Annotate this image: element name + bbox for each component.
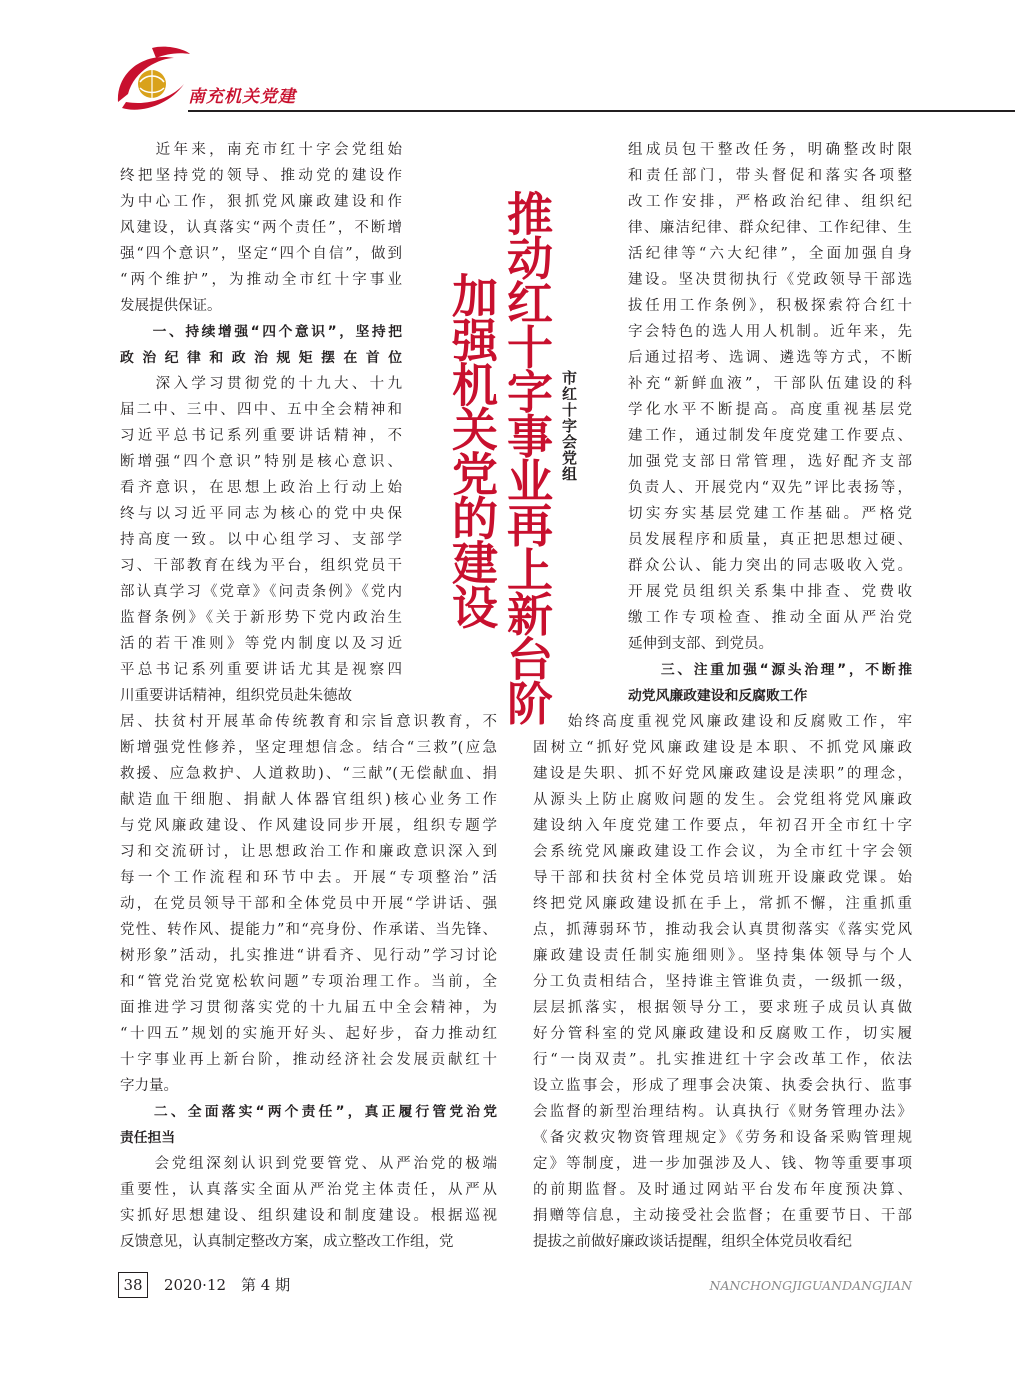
- body-text-line: 会党组深刻认识到党要管党、从严治党的极端: [120, 1156, 497, 1172]
- body-text-line: “十四五”规划的实施开好头、起好步，奋力推动红: [120, 1026, 497, 1042]
- body-text-line: 拔任用工作条例》，积极探索符合红十: [628, 298, 912, 314]
- body-text-line: 部认真学习《党章》《问责条例》《党内: [120, 584, 402, 600]
- body-text-line: 川重要讲话精神，组织党员赴朱德故: [120, 688, 352, 704]
- body-text-line: 定》等制度，进一步加强涉及人、钱、物等重要事项: [533, 1156, 912, 1172]
- body-text-line: 建设是失职、抓不好党风廉政建设是渎职”的理念，: [533, 766, 912, 782]
- body-text-line: 断增强“四个意识”特别是核心意识、: [120, 454, 402, 470]
- body-text-line: 终把党风廉政建设抓在手上，常抓不懈，注重抓重: [533, 896, 912, 912]
- body-text-line: 居、扶贫村开展革命传统教育和宗旨意识教育，不: [120, 714, 497, 730]
- body-text-line: 深入学习贯彻党的十九大、十九: [120, 376, 402, 392]
- body-text-line: 习近平总书记系列重要讲话精神，不: [120, 428, 402, 444]
- body-text-line: 延伸到支部、到党员。: [628, 636, 773, 652]
- body-text-line: 风建设，认真落实“两个责任”，不断增: [120, 220, 402, 236]
- body-text-line: 十字事业再上新台阶，推动经济社会发展贡献红十: [120, 1052, 497, 1068]
- body-text-line: 会监督的新型治理结构。认真执行《财务管理办法》: [533, 1104, 912, 1120]
- body-text-line: 员发展程序和质量，真正把思想过硬、: [628, 532, 912, 548]
- body-text-line: 组成员包干整改任务，明确整改时限: [628, 142, 912, 158]
- body-text-line: 缴工作专项检查、推动全面从严治党: [628, 610, 912, 626]
- body-text-line: 动，在党员领导干部和全体党员中开展“学讲话、强: [120, 896, 497, 912]
- body-text-line: 切实夯实基层党建工作基础。严格党: [628, 506, 912, 522]
- body-text-line: 点，抓薄弱环节，推动我会认真贯彻落实《落实党风: [533, 922, 912, 938]
- body-text-line: 终与以习近平同志为核心的党中央保: [120, 506, 402, 522]
- body-text-line: 会系统党风廉政建设工作会议，为全市红十字会领: [533, 844, 912, 860]
- article-title-line-1: 推动红十字事业再上新台阶: [500, 190, 554, 724]
- magazine-name: 南充机关党建: [188, 87, 296, 107]
- section-heading-line: 三、注重加强“源头治理”，不断推: [628, 662, 912, 678]
- body-text-line: 改工作安排，严格政治纪律、组织纪: [628, 194, 912, 210]
- body-text-line: 强“四个意识”，坚定“四个自信”，做到: [120, 246, 402, 262]
- section-heading-line: 二、全面落实“两个责任”，真正履行管党治党: [120, 1104, 497, 1120]
- body-text-line: 后通过招考、选调、遴选等方式，不断: [628, 350, 912, 366]
- body-text-line: 字力量。: [120, 1078, 178, 1094]
- body-text-line: 发展提供保证。: [120, 298, 222, 314]
- body-text-line: 看齐意识，在思想上政治上行动上始: [120, 480, 402, 496]
- page-number: 38: [118, 1272, 148, 1298]
- body-text-line: 平总书记系列重要讲话尤其是视察四: [120, 662, 402, 678]
- body-text-line: 设立监事会，形成了理事会决策、执委会执行、监事: [533, 1078, 912, 1094]
- body-text-line: 监督条例》《关于新形势下党内政治生: [120, 610, 402, 626]
- body-text-line: 习、干部教育在线为平台，组织党员干: [120, 558, 402, 574]
- header-rule: [188, 110, 1015, 112]
- body-text-line: 与党风廉政建设、作风建设同步开展，组织专题学: [120, 818, 497, 834]
- body-text-line: 好分管科室的党风廉政建设和反腐败工作，切实履: [533, 1026, 912, 1042]
- column-left-bottom: [120, 710, 497, 1256]
- body-text-line: 断增强党性修养，坚定理想信念。结合“三救”(应急: [120, 740, 497, 756]
- body-text-line: 持高度一致。以中心组学习、支部学: [120, 532, 402, 548]
- body-text-line: 层层抓落实，根据领导分工，要求班子成员认真做: [533, 1000, 912, 1016]
- body-text-line: 分工负责相结合，坚持谁主管谁负责，一级抓一级，: [533, 974, 912, 990]
- body-text-line: 建设。坚决贯彻执行《党政领导干部选: [628, 272, 912, 288]
- body-text-line: 和责任部门，带头督促和落实各项整: [628, 168, 912, 184]
- body-text-line: 《备灾救灾物资管理规定》《劳务和设备采购管理规: [533, 1130, 912, 1146]
- body-text-line: 固树立“抓好党风廉政建设是本职、不抓党风廉政: [533, 740, 912, 756]
- body-text-line: 面推进学习贯彻落实党的十九届五中全会精神，为: [120, 1000, 497, 1016]
- body-text-line: 廉政建设责任制实施细则》。坚持集体领导与个人: [533, 948, 912, 964]
- body-text-line: 建设纳入年度党建工作要点，年初召开全市红十字: [533, 818, 912, 834]
- body-text-line: 树形象”活动，扎实推进“讲看齐、见行动”学习讨论: [120, 948, 497, 964]
- body-text-line: 加强党支部日常管理，选好配齐支部: [628, 454, 912, 470]
- section-heading-line: 一、持续增强“四个意识”，坚持把: [120, 324, 402, 340]
- body-text-line: 负责人、开展党内“双先”评比表扬等，: [628, 480, 912, 496]
- body-text-line: 字会特色的选人用人机制。近年来，先: [628, 324, 912, 340]
- body-text-line: 始终高度重视党风廉政建设和反腐败工作，牢: [533, 714, 912, 730]
- column-right-top: [628, 138, 912, 710]
- body-text-line: 反馈意见，认真制定整改方案，成立整改工作组，党: [120, 1234, 454, 1250]
- section-heading-line: 政治纪律和政治规矩摆在首位: [120, 350, 402, 366]
- body-text-line: 补充“新鲜血液”，干部队伍建设的科: [628, 376, 912, 392]
- column-left-top: [120, 138, 402, 710]
- body-text-line: 实抓好思想建设、组织建设和制度建设。根据巡视: [120, 1208, 497, 1224]
- body-text-line: 近年来，南充市红十字会党组始: [120, 142, 402, 158]
- body-text-line: 届二中、三中、四中、五中全会精神和: [120, 402, 402, 418]
- body-text-line: 献造血干细胞、捐献人体器官组织)核心业务工作: [120, 792, 497, 808]
- body-text-line: 捐赠等信息，主动接受社会监督；在重要节日、干部: [533, 1208, 912, 1224]
- body-text-line: 的前期监督。及时通过网站平台发布年度预决算、: [533, 1182, 912, 1198]
- body-text-line: 重要性，认真落实全面从严治党主体责任，从严从: [120, 1182, 497, 1198]
- body-text-line: 建工作，通过制发年度党建工作要点、: [628, 428, 912, 444]
- body-text-line: 习和交流研讨，让思想政治工作和廉政意识深入到: [120, 844, 497, 860]
- body-text-line: 行“一岗双责”。扎实推进红十字会改革工作，依法: [533, 1052, 912, 1068]
- body-text-line: 为中心工作，狠抓党风廉政建设和作: [120, 194, 402, 210]
- body-text-line: 党性、转作风、提能力”和“亮身份、作承诺、当先锋、: [120, 922, 497, 938]
- footer-brand: NANCHONGJIGUANDANGJIAN: [709, 1278, 912, 1293]
- body-text-line: 终把坚持党的领导、推动党的建设作: [120, 168, 402, 184]
- magazine-logo: [112, 44, 192, 116]
- body-text-line: 和“管党治党宽松软问题”专项治理工作。当前，全: [120, 974, 497, 990]
- section-heading-line: 动党风廉政建设和反腐败工作: [628, 688, 808, 704]
- body-text-line: 学化水平不断提高。高度重视基层党: [628, 402, 912, 418]
- body-text-line: 活的若干准则》等党内制度以及习近: [120, 636, 402, 652]
- body-text-line: 每一个工作流程和环节中去。开展“专项整治”活: [120, 870, 497, 886]
- body-text-line: “两个维护”，为推动全市红十字事业: [120, 272, 402, 288]
- body-text-line: 律、廉洁纪律、群众纪律、工作纪律、生: [628, 220, 912, 236]
- body-text-line: 开展党员组织关系集中排查、党费收: [628, 584, 912, 600]
- body-text-line: 活纪律等“六大纪律”，全面加强自身: [628, 246, 912, 262]
- column-right-bottom: [533, 710, 912, 1256]
- body-text-line: 提拔之前做好廉政谈话提醒，组织全体党员收看纪: [533, 1234, 852, 1250]
- article-title-line-2: 加强机关党的建设: [445, 272, 499, 628]
- body-text-line: 群众公认、能力突出的同志吸收入党。: [628, 558, 912, 574]
- footer-issue: 2020·12 第 4 期: [164, 1276, 291, 1294]
- body-text-line: 从源头上防止腐败问题的发生。会党组将党风廉政: [533, 792, 912, 808]
- body-text-line: 救援、应急救护、人道救助)、“三献”(无偿献血、捐: [120, 766, 497, 782]
- section-heading-line: 责任担当: [120, 1130, 176, 1146]
- body-text-line: 导干部和扶贫村全体党员培训班开设廉政党课。始: [533, 870, 912, 886]
- article-author: 市红十字会党组: [560, 370, 578, 482]
